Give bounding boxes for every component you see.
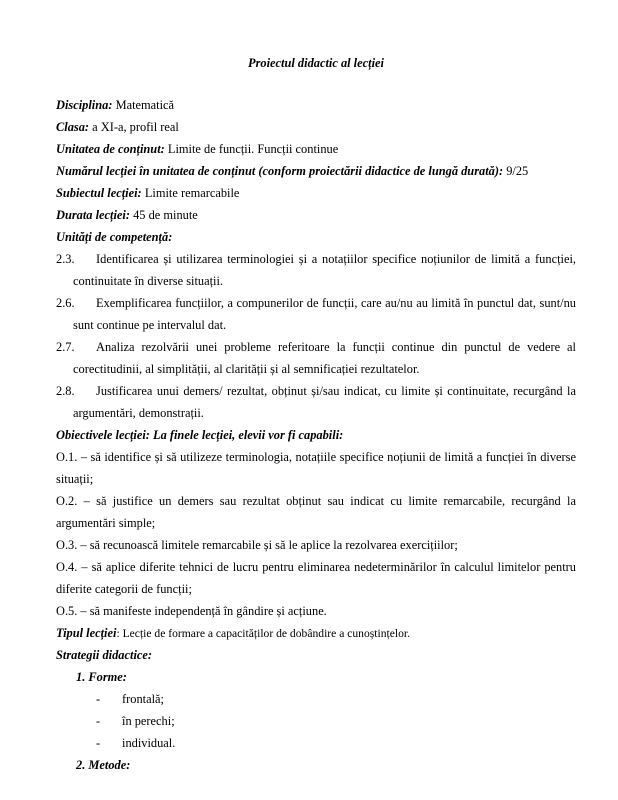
list-item-text: individual. [122,736,176,750]
competencies-heading: Unități de competență: [56,230,173,244]
competency-text-line1: Identificarea și utilizarea terminologiei și a notațiilor specifice noțiunilor de limită a funcției, [96,252,576,266]
field-clasa [56,116,576,138]
competency-item [56,336,576,380]
objective-text-line2: argumentări simple; [56,516,156,530]
field-label: Subiectul lecției: [56,186,142,200]
objective-item [56,446,576,490]
field-numarul [56,160,576,182]
objective-text-line2: diferite categorii de funcții; [56,582,192,596]
objective-text-line1: O.3. – să recunoască limitele remarcabile și să le aplice la rezolvarea exercițiilor; [56,538,458,552]
field-value: : Lecție de formare a capacităților de dobândire a cunoștințelor. [116,627,411,640]
competency-text-line1: Exemplificarea funcțiilor, a compunerilor de funcții, care au/nu au limită în punctul dat, sunt/nu [96,296,576,310]
field-unitatea [56,138,576,160]
field-disciplina [56,94,576,116]
field-value: Limite de funcții. Funcții continue [167,142,339,156]
competency-text-line2: continuitate în diverse situații. [73,274,224,288]
competency-text-line1: Analiza rezolvării unei probleme referitoare la funcții continue din punctul de vedere al [96,340,576,354]
field-label: Clasa: [56,120,90,134]
metode-heading: 2. Metode: [76,758,131,772]
competency-text-line1: Justificarea unui demers/ rezultat, obținut și/sau indicat, cu limite și continuitate, recurgând la [96,384,576,398]
document-title: Proiectul didactic al lecției [248,56,384,70]
competency-item [56,380,576,424]
field-value: a XI-a, profil real [92,120,179,134]
field-subiectul [56,182,576,204]
field-value: 45 de minute [133,208,198,222]
list-item: - frontală; [96,692,164,706]
field-label: Numărul lecției în unitatea de conținut (conform proiectării didactice de lungă durată): [56,164,504,178]
field-label: Durata lecției: [56,208,130,222]
objective-text-line1: O.2. – să justifice un demers sau rezultat obținut sau indicat cu limite remarcabile, recurgând la [56,494,576,508]
competency-number: 2.7. [56,340,75,354]
competency-number: 2.8. [56,384,75,398]
forme-heading: 1. Forme: [76,670,127,684]
list-item-text: frontală; [122,692,164,706]
competency-number: 2.3. [56,252,75,266]
competency-item [56,292,576,336]
objective-item [56,534,576,556]
field-label: Tipul lecției [56,626,117,640]
field-tipul [56,622,576,645]
competency-text-line2: argumentări, demonstrații. [73,406,204,420]
objective-item [56,600,576,622]
list-item: - în perechi; [96,714,175,728]
objective-text-line1: O.4. – să aplice diferite tehnici de lucru pentru eliminarea nedeterminărilor în calculul limitelor pentru [56,560,576,574]
objective-text-line1: O.1. – să identifice și să utilizeze terminologia, notațiile specifice noțiunii de limită a funcției în diverse [56,450,576,464]
list-item: - individual. [96,736,176,750]
field-durata [56,204,576,226]
objective-item [56,556,576,600]
field-value: Matematică [115,98,175,112]
competency-text-line2: sunt continue pe intervalul dat. [73,318,227,332]
competency-text-line2: corectitudinii, al simplității, al clarității și al semnificației rezultatelor. [73,362,420,376]
competency-item [56,248,576,292]
field-value: Limite remarcabile [144,186,240,200]
list-item-text: în perechi; [122,714,175,728]
field-label: Unitatea de conținut: [56,142,165,156]
field-value: 9/25 [506,164,529,178]
objective-text-line1: O.5. – să manifeste independență în gândire și acțiune. [56,604,327,618]
objective-text-line2: situații; [56,472,94,486]
field-label: Disciplina: [56,98,113,112]
competency-number: 2.6. [56,296,75,310]
objective-item [56,490,576,534]
objectives-heading: Obiectivele lecției: La finele lecției, elevii vor fi capabili: [56,428,344,442]
strategii-heading: Strategii didactice: [56,648,153,662]
